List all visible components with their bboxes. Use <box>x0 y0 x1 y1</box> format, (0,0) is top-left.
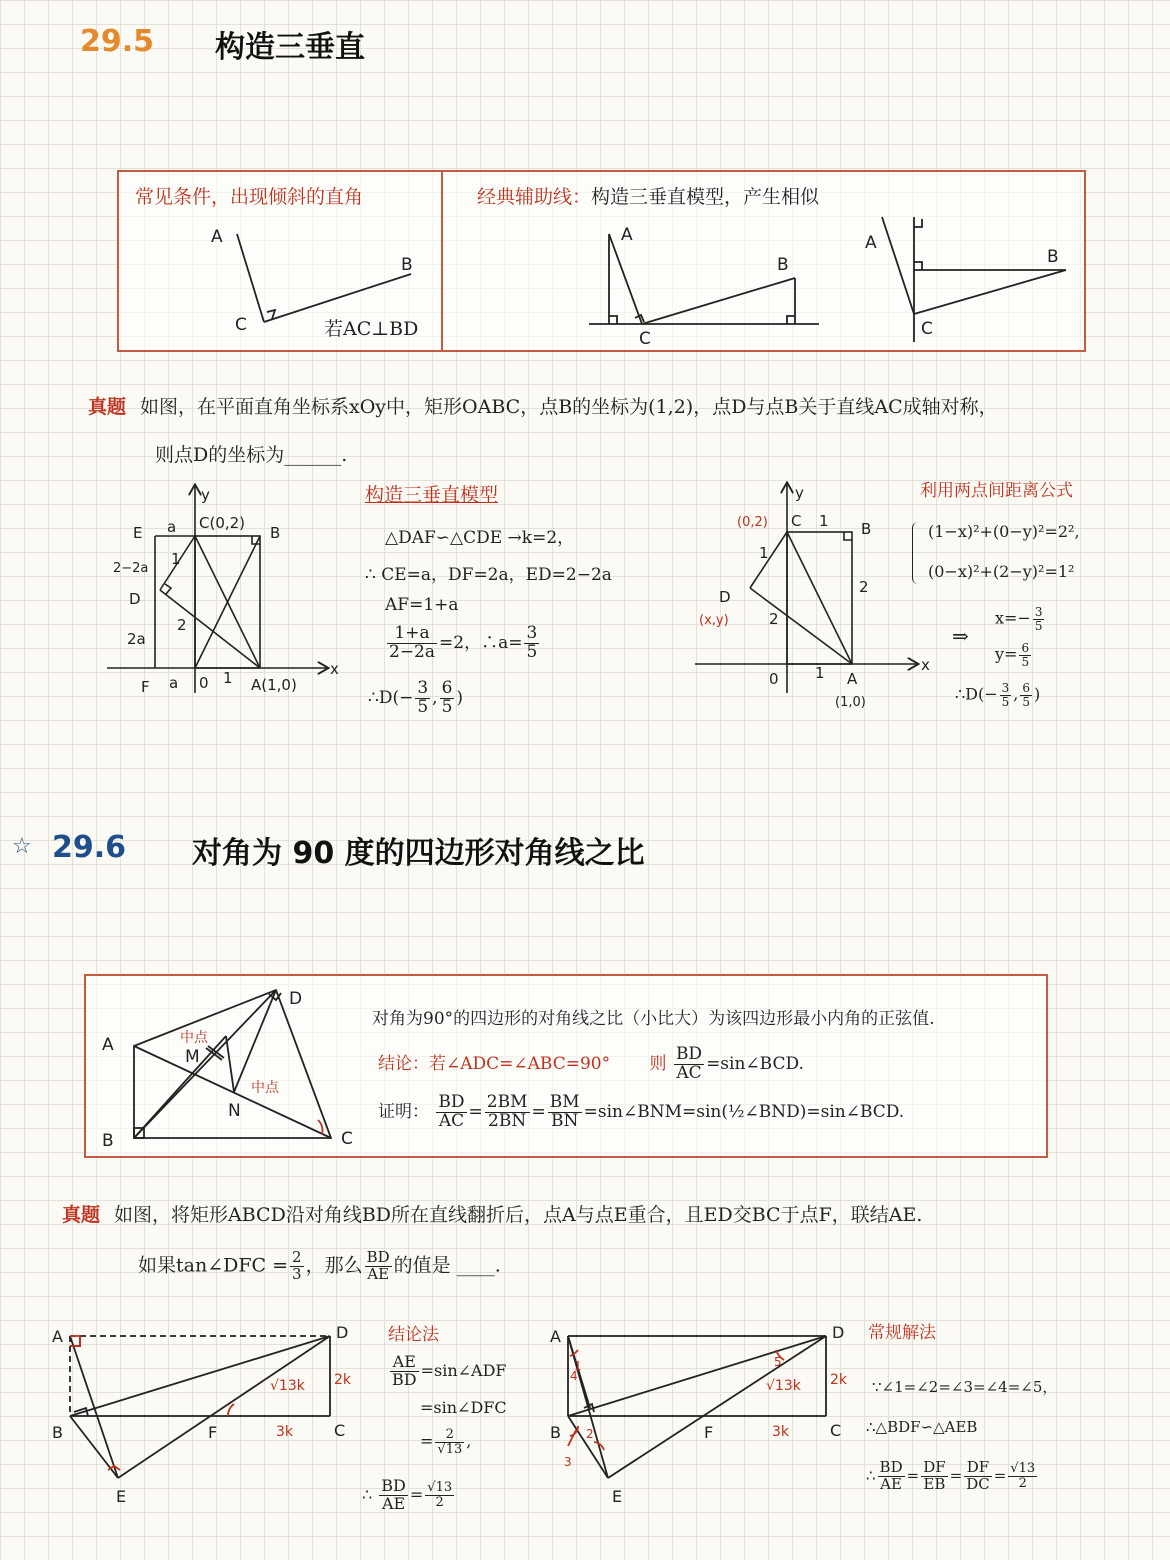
f1-label-3k: 3k <box>276 1424 294 1440</box>
f1-label-c: C <box>334 1421 346 1440</box>
m1-f1-d: BD <box>392 1369 417 1389</box>
conclusion-red: 结论：若∠ADC=∠ABC=90° <box>378 1053 611 1074</box>
method2-title: 利用两点间距离公式 <box>920 481 1073 501</box>
proof-label: 证明： <box>378 1101 429 1122</box>
m1-ans-prefix: ∴ <box>362 1484 373 1504</box>
summary-box-diagonal-ratio <box>84 974 1048 1158</box>
f1-label-f: F <box>208 1423 218 1442</box>
conclusion-then: 则 <box>649 1053 667 1074</box>
g2-label-a10: (1,0) <box>835 695 866 710</box>
m2-y-den: 5 <box>1021 654 1030 669</box>
g2-label-a: A <box>847 670 858 688</box>
coordinate-graph-2 <box>695 478 945 718</box>
g1-label-o: 0 <box>199 674 209 692</box>
concl-frac-n: BD <box>675 1044 703 1064</box>
m2-ans-n2: 6 <box>1022 681 1031 695</box>
problem1-line1 <box>88 392 998 419</box>
proof-rest: =sin∠BNM=sin(½∠BND)=sin∠BCD. <box>583 1101 905 1122</box>
f2-label-2k: 2k <box>830 1372 848 1388</box>
g2-label-1c: 1 <box>815 664 825 682</box>
m1-l3-d: √13 <box>437 1441 463 1457</box>
m2-f2-d: EB <box>923 1474 946 1493</box>
g2-label-1b: 1 <box>759 544 769 562</box>
m1-ans-d: AE <box>381 1493 406 1513</box>
m1-ans-d2: 5 <box>441 696 453 717</box>
g2-label-xy: (x,y) <box>699 613 729 628</box>
m1-eq: =2，∴a= <box>439 632 523 653</box>
proof-f1-n: BD <box>438 1092 465 1112</box>
g1-label-d: D <box>129 590 141 608</box>
summary-box-perpendicular <box>117 170 1086 352</box>
m2-f3-d: DC <box>966 1474 990 1493</box>
m1-line3: = $\frac{2}{√13}$ , <box>420 1427 472 1457</box>
g2-label-o: 0 <box>769 670 779 688</box>
m2-f4-d: 2 <box>1018 1475 1027 1491</box>
box-left-title: 常见条件，出现倾斜的直角 <box>135 186 364 208</box>
f2-label-13k: √13k <box>766 1378 801 1394</box>
fig-a-label-1: A <box>211 227 223 247</box>
g2-label-d: D <box>719 588 731 606</box>
g1-label-2a: 2a <box>127 630 146 648</box>
box-right-title-black: 构造三垂直模型，产生相似 <box>591 186 820 208</box>
m1-ans-n1: 3 <box>417 678 429 698</box>
m2-title: 常规解法 <box>868 1323 936 1343</box>
proof-f3-d: BN <box>551 1110 579 1131</box>
fig-b-label-3: B <box>1047 247 1059 267</box>
problem1-tag: 真题 <box>88 396 127 418</box>
m2-ans-d2: 5 <box>1022 694 1031 709</box>
m1-ans-n2: 6 <box>441 678 453 698</box>
g2-label-y: y <box>795 484 804 502</box>
section-title-29-6: 对角为 90 度的四边形对角线之比 <box>192 836 645 871</box>
proof-f2-n: 2BM <box>486 1092 528 1112</box>
fig-a-label-2: A <box>621 225 633 245</box>
concl-frac-d: AC <box>676 1062 702 1083</box>
m1-ans-val-n: √13 <box>427 1480 453 1496</box>
f2-label-1: 1 <box>574 1359 582 1373</box>
method1-line4 <box>385 625 541 662</box>
p2-mid: ，那么 <box>305 1254 363 1277</box>
m1-ans-d1: 5 <box>417 696 429 717</box>
proof-f2-d: 2BN <box>488 1110 527 1131</box>
m1-ans-val-d: 2 <box>435 1494 444 1510</box>
p2-ratio-n: BD <box>366 1248 390 1266</box>
section-number-29-5: 29.5 <box>80 24 155 59</box>
m2-x-lhs: x=− <box>995 608 1031 628</box>
g2-label-c02: (0,2) <box>737 515 768 530</box>
g1-label-a: a <box>167 518 177 536</box>
f1-label-d: D <box>336 1323 349 1342</box>
quad-label-a: A <box>102 1035 114 1055</box>
f2-label-3k: 3k <box>772 1424 790 1440</box>
g1-label-e: E <box>133 524 143 542</box>
quad-label-mid2: 中点 <box>251 1080 279 1096</box>
m2-ans-d1: 5 <box>1001 694 1010 709</box>
diagonal-ratio-proof: 证明： $\frac{BD}{AC}$ = $\frac{2BM}{2BN}$ = $\frac{BM}{BN}$ =sin∠BNM=sin(½∠BND)=sin∠BCD. <box>378 1092 905 1131</box>
g1-label-f: F <box>141 678 150 696</box>
g2-label-2b: 2 <box>769 610 779 628</box>
p2-pre: 如果tan∠DFC = <box>138 1254 289 1277</box>
g1-label-a2: a <box>169 674 179 692</box>
quad-label-d: D <box>289 989 303 1009</box>
m2-y-lhs: y= <box>995 644 1018 664</box>
method2-x <box>995 606 1046 632</box>
m2-f3-n: DF <box>964 1460 992 1477</box>
method2-y <box>995 642 1033 668</box>
fig-a-label-3: A <box>865 233 877 253</box>
star-icon: ☆ <box>12 834 32 859</box>
m2-f1-d: AE <box>880 1474 902 1493</box>
fig-c-label-2: C <box>639 329 651 349</box>
method1-title: 构造三垂直模型 <box>365 484 499 506</box>
m2-ans-prefix: ∴D(− <box>955 684 998 704</box>
g1-label-b: B <box>270 524 281 542</box>
g1-label-x: x <box>330 660 339 678</box>
method2-brace <box>912 522 921 584</box>
p2-post: 的值是 ____. <box>393 1254 501 1277</box>
f2-label-2: 2 <box>586 1427 594 1441</box>
m1-frac-den: 2−2a <box>389 641 436 662</box>
m2-y-num: 6 <box>1021 641 1030 655</box>
method2-eq1: (1−x)²+(0−y)²=2², <box>928 522 1080 541</box>
f1-label-2k: 2k <box>334 1372 352 1388</box>
g1-label-y: y <box>201 486 210 504</box>
g2-label-b: B <box>861 520 872 538</box>
section-title-29-5: 构造三垂直 <box>215 30 365 65</box>
quad-label-c: C <box>341 1129 353 1149</box>
problem2-line2 <box>138 1250 501 1283</box>
m2-ans-n1: 3 <box>1001 681 1010 695</box>
problem2-line1 <box>62 1200 922 1227</box>
f2-label-a: A <box>550 1327 561 1346</box>
fig-c-label-1: C <box>235 315 247 335</box>
diagonal-ratio-description: 对角为90°的四边形的对角线之比（小比大）为该四边形最小内角的正弦值. <box>372 1009 935 1029</box>
quad-label-b: B <box>102 1131 114 1151</box>
m1-a-den: 5 <box>526 641 538 662</box>
f2-label-4: 4 <box>570 1369 578 1383</box>
m2-f4-n: √13 <box>1010 1461 1036 1477</box>
perpendicular-diagrams <box>119 172 1084 350</box>
f1-label-13k: √13k <box>270 1378 305 1394</box>
fig-b-label-2: B <box>777 255 789 275</box>
g2-label-1: 1 <box>819 512 829 530</box>
method2-eq2: (0−x)²+(2−y)²=1² <box>928 562 1075 581</box>
m1-title: 结论法 <box>388 1325 439 1345</box>
method1-answer: ∴D(− $\frac{3}{5}$ , $\frac{6}{5}$ ) <box>368 678 464 717</box>
g1-label-2: 2 <box>177 616 187 634</box>
g2-label-x: x <box>921 656 930 674</box>
method1-line1: △DAF∽△CDE →k=2， <box>385 528 575 548</box>
f2-label-3: 3 <box>564 1455 572 1469</box>
p2-tan-d: 3 <box>292 1264 302 1283</box>
m1-a-num: 3 <box>526 623 538 643</box>
fold-figure-1 <box>50 1320 373 1510</box>
m1-answer: ∴ $\frac{BD}{AE}$ = $\frac{√13}{2}$ <box>362 1476 453 1513</box>
m2-f1-n: BD <box>879 1458 903 1476</box>
g1-label-1: 1 <box>171 550 181 568</box>
quad-label-m: M <box>185 1047 200 1067</box>
f2-label-f: F <box>704 1423 714 1442</box>
m1-line1 <box>388 1354 507 1389</box>
g1-label-c: C(0,2) <box>199 514 246 532</box>
m1-line2: =sin∠DFC <box>420 1398 507 1417</box>
g2-label-c: C <box>791 512 802 530</box>
box-left-condition: 若AC⊥BD <box>324 318 419 340</box>
quad-label-mid1: 中点 <box>180 1030 208 1046</box>
p2-tan-n: 2 <box>292 1248 302 1266</box>
g1-label-1b: 1 <box>223 669 233 687</box>
f1-label-e: E <box>116 1487 127 1506</box>
m1-l3-n: 2 <box>435 1428 464 1443</box>
proof-f1-d: AC <box>438 1110 465 1131</box>
m1-ans-prefix: ∴D(− <box>368 687 414 708</box>
section-number-29-6: 29.6 <box>52 830 127 865</box>
problem2-tag: 真题 <box>62 1204 101 1226</box>
m2-line1: ∵∠1=∠2=∠3=∠4=∠5， <box>872 1378 1058 1396</box>
problem2-text1: 如图，将矩形ABCD沿对角线BD所在直线翻折后，点A与点E重合，且ED交BC于点F，联结AE. <box>114 1204 923 1226</box>
proof-f3-n: BM <box>549 1092 580 1112</box>
method1-line2: ∴ CE=a，DF=2a，ED=2−2a <box>365 565 612 585</box>
problem1-line2: 则点D的坐标为______. <box>155 444 348 466</box>
method1-line3: AF=1+a <box>385 595 459 615</box>
m2-x-den: 5 <box>1034 618 1043 633</box>
f1-label-a: A <box>52 1327 63 1346</box>
method2-answer: ∴D(− $\frac{3}{5}$ , $\frac{6}{5}$ ) <box>955 681 1041 709</box>
fig-c-label-3: C <box>921 319 933 339</box>
m2-f2-n: DF <box>923 1458 946 1476</box>
problem1-text1: 如图，在平面直角坐标系xOy中，矩形OABC，点B的坐标为(1,2)，点D与点B关于直线AC成轴对称， <box>140 396 998 418</box>
f1-label-b: B <box>52 1423 63 1442</box>
g1-label-a10: A(1,0) <box>251 676 297 694</box>
f2-label-b: B <box>550 1423 561 1442</box>
m2-x-num: 3 <box>1034 605 1043 619</box>
quad-label-n: N <box>228 1101 241 1121</box>
method2-arrow: ⇒ <box>952 624 969 648</box>
f2-label-d: D <box>832 1323 845 1342</box>
m1-l1: =sin∠ADF <box>420 1360 507 1380</box>
diagonal-ratio-conclusion <box>378 1046 804 1083</box>
m1-ans-n: BD <box>381 1476 406 1495</box>
m1-frac-num: 1+a <box>387 625 437 644</box>
m2-line2: ∴△BDF∽△AEB <box>866 1418 978 1436</box>
fold-figure-2 <box>548 1320 868 1510</box>
p2-ratio-d: AE <box>367 1264 390 1283</box>
quadrilateral-figure <box>86 976 376 1156</box>
m2-answer: ∴ $\frac{BD}{AE}$ = $\frac{DF}{EB}$ = $\frac{DF}{DC}$ = $\frac{√13}{2}$ <box>866 1458 1036 1493</box>
g2-label-2: 2 <box>859 578 869 596</box>
g1-label-22a: 2−2a <box>113 561 149 576</box>
fig-b-label-1: B <box>401 255 413 275</box>
box-right-title-red: 经典辅助线： <box>477 186 592 208</box>
f2-label-c: C <box>830 1421 842 1440</box>
m1-f1-n: AE <box>390 1354 419 1372</box>
concl-rhs: =sin∠BCD. <box>706 1053 804 1074</box>
coordinate-graph-1 <box>105 478 350 698</box>
f2-label-5: 5 <box>774 1355 782 1369</box>
f2-label-e: E <box>612 1487 623 1506</box>
